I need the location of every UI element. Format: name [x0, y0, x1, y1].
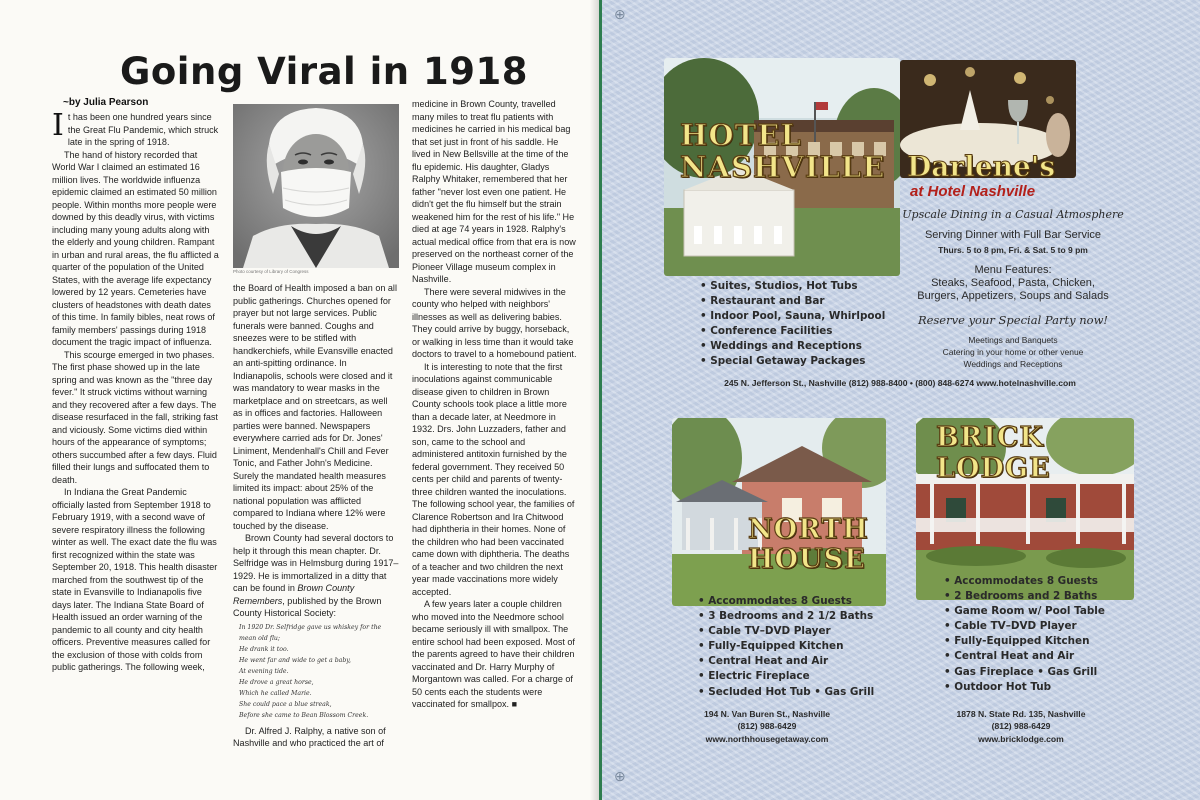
nurse-in-mask-photo	[233, 104, 399, 268]
brick-lodge-title-line1: BRICK	[936, 422, 1044, 453]
hotel-nashville-title-line1: HOTEL	[680, 118, 802, 152]
list-item: • 2 Bedrooms and 2 Baths	[944, 589, 1105, 604]
crosshair-icon: ⊕	[614, 768, 626, 784]
article-column-3	[412, 98, 578, 711]
north-house-features-list	[698, 594, 874, 700]
north-house-photo	[672, 418, 886, 606]
darlenes-menu-heading: Menu Features:	[974, 264, 1052, 276]
article-paragraph: Dr. Alfred J. Ralphy, a native son of Nashville and who practiced the art of	[233, 725, 386, 748]
crosshair-icon: ⊕	[614, 6, 626, 22]
poem-block: In 1920 Dr. Selfridge gave us whiskey for the mean old flu; He drank it too. He went far and wide to get a baby, At evening tide. He drove a great horse, Which he called Marie. She could pace a blue streak, Before she came to Bean Blossom Creek.	[239, 623, 382, 719]
darlenes-menu-line1: Steaks, Seafood, Pasta, Chicken,	[931, 277, 1095, 289]
list-item: • Special Getaway Packages	[700, 354, 885, 369]
photo-credit: Photo courtesy of Library of Congress	[233, 269, 309, 274]
hotel-contact: 245 N. Jefferson St., Nashville (812) 988-8400 • (800) 848-6274 www.hotelnashville.com	[724, 378, 1076, 388]
darlenes-menu-line2: Burgers, Appetizers, Soups and Salads	[917, 290, 1109, 302]
list-item: • Accommodates 8 Guests	[698, 594, 874, 609]
list-item: • Suites, Studios, Hot Tubs	[700, 279, 885, 294]
north-house-title-line2: HOUSE	[748, 544, 866, 575]
article-column-1	[52, 108, 220, 674]
list-item: • Outdoor Hot Tub	[944, 680, 1105, 695]
article-paragraph: medicine in Brown County, travelled many miles to treat flu patients with medicines he carried in his medical bag that set just in front of his saddle. He lived in New Bellsville at the time of the flu epidemic. His daughter, Gladys Ralphy Whitaker, remembered that her father "never lost even one patient. He didn't get the flu himself but the strain weakened him for the rest of his life." He died at age 74 years in 1928. Ralphy's actual medical office from that era is now preserved on the northeast corner of the Pioneer Village museum complex in Nashville.	[412, 99, 576, 284]
darlenes-reserve: Reserve your Special Party now!	[917, 313, 1109, 327]
article-paragraph: This scourge emerged in two phases. The first phase showed up in the late spring and was known as the "three day fever." It struck victims without warning and they recovered after a few days. The disease resurfaced in the fall, striking fast and viciously. Some victims died within hours of the appearance of symptoms; others succumbed after a few days. Fluid filled their lungs and suffocated them to death.	[52, 349, 218, 485]
article-paragraph: A few years later a couple children who moved into the Needmore school became seriously ill with smallpox. The entire school had been exposed. Most of the parents agreed to have their children vaccinated and Dr. Harry Murphy of Morgantown was called. For a charge of 50 cents each the students were vaccinated for smallpox. ■	[412, 599, 575, 709]
article-paragraph: Brown County had several doctors to help it through this mean chapter. Dr. Selfridge was in Helmsburg during 1917–1929. He is immortalized in a ditty that can be found in Brown County Remembers, published by the Brown County Historical Society:	[233, 533, 399, 618]
end-mark: ■	[511, 699, 517, 709]
list-item: • Accommodates 8 Guests	[944, 574, 1105, 589]
list-item: • Secluded Hot Tub • Gas Grill	[698, 685, 874, 700]
article-headline: Going Viral in 1918	[120, 50, 529, 93]
ads-page	[602, 0, 1200, 800]
list-item: • Cable TV–DVD Player	[944, 619, 1105, 634]
list-item: • Conference Facilities	[700, 324, 885, 339]
article-paragraph: In Indiana the Great Pandemic officially lasted from September 1918 to February 1919, with a second wave of severe respiratory illness the following winter as well. The exact date the flu was first recognized within the state was September 20, 1918. This health disaster marched from the southwest tip of the state in Evansville to Indianapolis five days later. The Indiana State Board of Health issued an order warning of the pandemic to all county and city health officers. Preventive measures called for the exclusion of those with colds from public gatherings. The following week,	[52, 487, 218, 672]
list-item: • Central Heat and Air	[944, 649, 1105, 664]
darlenes-subtitle: at Hotel Nashville	[910, 183, 1036, 200]
brick-lodge-features-list	[944, 574, 1105, 695]
list-item: • Electric Fireplace	[698, 669, 874, 684]
article-paragraph: It has been one hundred years since the Great Flu Pandemic, which struck late in the spring of 1918.	[52, 108, 219, 147]
list-item: • Indoor Pool, Sauna, Whirlpool	[700, 309, 885, 324]
list-item: • Central Heat and Air	[698, 654, 874, 669]
list-item: • 3 Bedrooms and 2 1/2 Baths	[698, 609, 874, 624]
north-house-title-line1: NORTH	[748, 514, 869, 545]
brick-lodge-contact: 1878 N. State Rd. 135, Nashville (812) 988-6429 www.bricklodge.com	[956, 709, 1086, 744]
list-item: • Weddings and Receptions	[700, 339, 885, 354]
darlenes-tagline: Upscale Dining in a Casual Atmosphere	[902, 208, 1124, 221]
list-item: • Restaurant and Bar	[700, 294, 885, 309]
darlenes-hours: Thurs. 5 to 8 pm, Fri. & Sat. 5 to 9 pm	[938, 245, 1088, 255]
hotel-features-list	[700, 279, 885, 370]
darlenes-title: Darlene's	[907, 150, 1056, 183]
list-item: • Fully-Equipped Kitchen	[944, 634, 1105, 649]
darlenes-service: Serving Dinner with Full Bar Service	[924, 229, 1102, 241]
brick-lodge-title-line2: LODGE	[936, 453, 1051, 484]
list-item: • Game Room w/ Pool Table	[944, 604, 1105, 619]
list-item: • Gas Fireplace • Gas Grill	[944, 665, 1105, 680]
article-column-2	[233, 282, 399, 750]
article-byline: ~by Julia Pearson	[63, 97, 149, 108]
drop-cap: I	[52, 108, 64, 143]
article-paragraph: It is interesting to note that the first inoculations against communicable disease given to children in Brown County schools took place a little more than a decade later, at Needmore in 1932. Drs. John Luzzaders, father and son, came to the school and administered antitoxin furnished by the federal government. They received 50 cents per child and parents of twenty-three children wanted the inoculations. The following school year, the families of Clarence Robertson and Ira Chitwood had diphtheria in their homes. None of the children who had been vaccinated came down with diphtheria. The deaths of a teacher and two children the next year made vaccinations more widely accepted.	[412, 361, 575, 597]
hotel-nashville-title-line2: NASHVILLE	[680, 150, 886, 184]
north-house-contact: 194 N. Van Buren St., Nashville (812) 988-6429 www.northhousegetaway.com	[703, 709, 831, 744]
darlenes-extras: Meetings and Banquets Catering in your home or other venue Weddings and Receptions	[942, 335, 1084, 369]
article-paragraph: The hand of history recorded that World War I claimed an estimated 16 million lives. The worldwide influenza epidemic claimed an estimated 50 million people. Within months more people were downed by this deadly virus, with victims including many young adults along with the elderly and young children. Rampant in urban and rural areas, the flu afflicted a quarter of the population of the United States, with the average life expectancy lowered by 12 years. Cemeteries have clusters of headstones with death dates of this time. In family bibles, neat rows of family members' passings during 1918 document the tragic impact of influenza.	[52, 149, 219, 347]
list-item: • Cable TV–DVD Player	[698, 624, 874, 639]
article-paragraph: There were several midwives in the county who helped with neighbors' illnesses as well as delivering babies. They could arrive by buggy, horseback, or walking in less time than it would take doctors to travel to a homebound patient.	[412, 286, 577, 359]
list-item: • Fully-Equipped Kitchen	[698, 639, 874, 654]
article-paragraph: the Board of Health imposed a ban on all public gatherings. Churches opened for prayer but not large services. Public funerals were banned. Coughs and sneezes were to be stifled with handkerchiefs, while Evansville enacted an anti-spitting ordinance. In Indianapolis, schools were closed and it was mandatory to wear masks in the marketplace and on streetcars, as well as in offices and factories. Halloween parties were banned. Newspapers everywhere carried ads for Dr. Jones' Liniment, Mendenhall's Chill and Fever Tonic, and Father John's Medicine. Surely the mandated health measures limited its impact: about 25% of the national population was afflicted compared to Indiana where 12% were touched by the disease.	[233, 283, 397, 531]
